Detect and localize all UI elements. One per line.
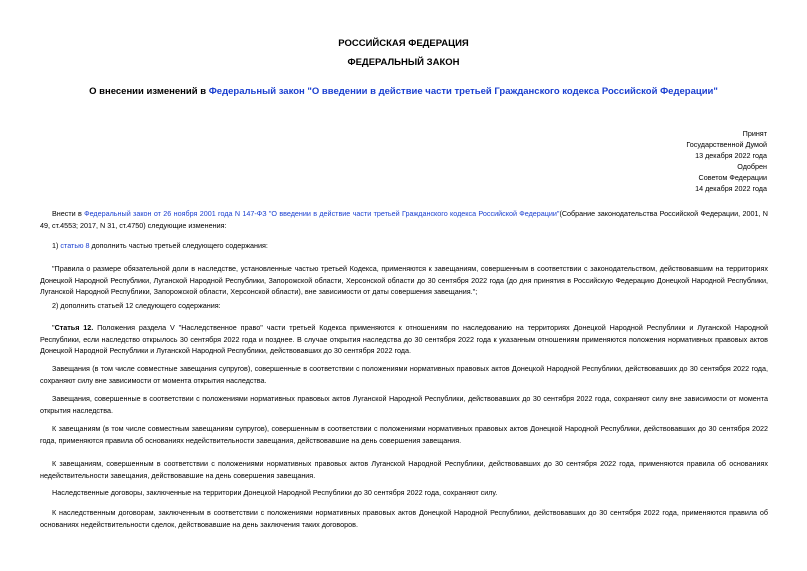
article-12-heading: Статья 12. [54, 323, 94, 332]
article-12-text: Положения раздела V "Наследственное право" части третьей Кодекса применяются к отношениям по наследованию на территориях Донецкой Народной Республики и Луганской Народной Республики, если наследство открылось 30 сентября 2022 года и позднее. В случае открытия наследства до 30 сентября 2022 года к указанным отношениям применяются положения нормативных правовых актов Донецкой Народной Республики и Луганской Народной Республики, действовавших до 30 сентября 2022 года. [40, 323, 768, 356]
adoption-line-2: Государственной Думой [686, 140, 767, 149]
article-8-link[interactable]: статью 8 [60, 241, 90, 250]
paragraph-article-12 [40, 322, 768, 357]
paragraph-wills-dnr: Завещания (в том числе совместные завещания супругов), совершенные в соответствии с положениями нормативных правовых актов Донецкой Народной Республики, действовавших до 30 сентября 2022 года, сохраняют силу вне зависимости от момента открытия наследства. [40, 364, 768, 385]
document-title [0, 86, 807, 97]
adoption-line-6: 14 декабря 2022 года [695, 184, 767, 193]
paragraph-invalidity-dnr: К завещаниям (в том числе совместным завещаниям супругов), совершенным в соответствии с положениями нормативных правовых актов Донецкой Народной Республики, действовавших до 30 сентября 2022 года, применяются правила об основаниях недействительности завещания, действовавшие на день совершения завещания. [40, 424, 768, 445]
law-type-heading: ФЕДЕРАЛЬНЫЙ ЗАКОН [347, 57, 460, 68]
federation-heading: РОССИЙСКАЯ ФЕДЕРАЦИЯ [338, 38, 469, 49]
adoption-line-5: Советом Федерации [698, 173, 767, 182]
paragraph-inheritance-contracts: Наследственные договоры, заключенные на территории Донецкой Народной Республики до 30 сентября 2022 года, сохраняют силу. [52, 488, 498, 497]
paragraph-mandatory-share: "Правила о размере обязательной доли в наследстве, установленные частью третьей Кодекса, применяются к завещаниям, совершенным в соответствии с законодательством, действовавшим на территориях Донецкой Народной Республики, Луганской Народной Республики, Запорожской области, Херсонской области до 30 сентября 2022 года (до дня принятия в Российскую Федерацию Донецкой Народной Республики, Луганской Народной Республики, Запорожской области, Херсонской области), вне зависимости от даты совершения завещания."; [40, 264, 768, 297]
paragraph-item-1 [40, 240, 768, 252]
adoption-line-3: 13 декабря 2022 года [695, 151, 767, 160]
paragraph-intro [40, 208, 768, 231]
item-1-prefix: 1) [52, 241, 61, 250]
adoption-block [686, 128, 767, 194]
intro-suffix: (Собрание законодательства Российской Федерации, 2001, N 49, ст.4553; 2017, N 31, ст.4750) следующие изменения: [40, 209, 768, 230]
adoption-line-1: Принят [742, 129, 767, 138]
item-1-suffix: дополнить частью третьей следующего содержания: [89, 241, 268, 250]
title-law-link[interactable]: Федеральный закон "О введении в действие части третьей Гражданского кодекса Российской Федерации" [208, 86, 718, 97]
title-prefix: О внесении изменений в [89, 86, 209, 97]
federal-law-147-link[interactable]: Федеральный закон от 26 ноября 2001 года N 147-ФЗ "О введении в действие части третьей Гражданского кодекса Российской Федерации" [84, 209, 560, 218]
paragraph-invalidity-lnr: К завещаниям, совершенным в соответствии с положениями нормативных правовых актов Луганской Народной Республики, действовавших до 30 сентября 2022 года, применяются правила об основаниях недействительности завещания, действовавшие на день совершения завещания. [40, 459, 768, 480]
article-12-quote: " [52, 323, 55, 332]
intro-prefix: Внести в [52, 209, 85, 218]
paragraph-wills-lnr: Завещания, совершенные в соответствии с положениями нормативных правовых актов Луганской Народной Республики, действовавших до 30 сентября 2022 года, сохраняют силу вне зависимости от момента открытия наследства. [40, 394, 768, 415]
adoption-line-4: Одобрен [737, 162, 767, 171]
paragraph-item-2: 2) дополнить статьей 12 следующего содержания: [52, 301, 221, 310]
paragraph-contracts-invalidity: К наследственным договорам, заключенным в соответствии с положениями нормативных правовых актов Донецкой Народной Республики, действовавших до 30 сентября 2022 года, применяются правила об основаниях недействительности сделок, действовавшие на день заключения таких договоров. [40, 508, 768, 529]
